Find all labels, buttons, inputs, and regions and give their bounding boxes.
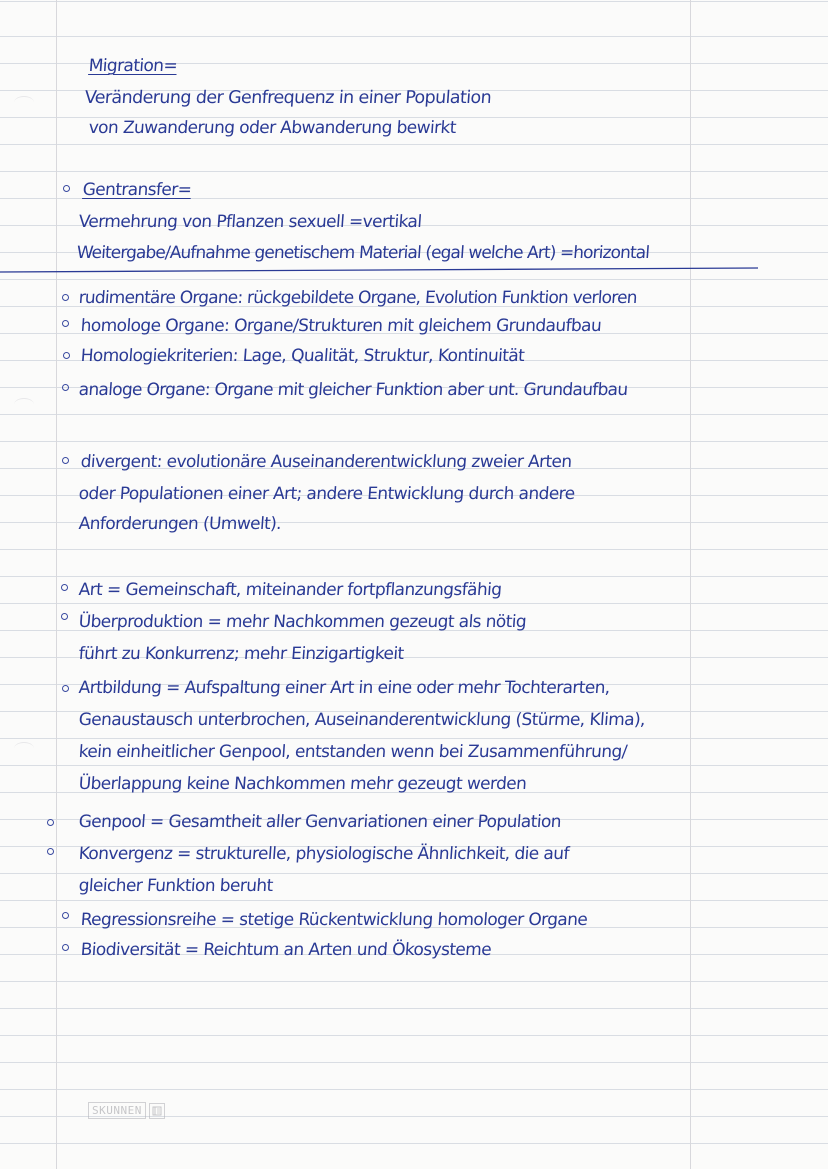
migration-heading: Migration= (88, 56, 178, 76)
note-line: oder Populationen einer Art; andere Entwicklung durch andere (78, 484, 576, 504)
bullet-point (62, 685, 69, 692)
brand-text: SKUNNEN (88, 1102, 146, 1119)
bullet-point (61, 613, 68, 620)
note-item: Artbildung = Aufspaltung einer Art in eine oder mehr Tochterarten, (78, 678, 611, 698)
bullet-point (62, 320, 69, 327)
note-item: Überproduktion = mehr Nachkommen gezeugt als nötig (78, 612, 527, 632)
note-item: Konvergenz = strukturelle, physiologische Ähnlichkeit, die auf (78, 844, 570, 864)
punch-hole-shadow (14, 96, 34, 109)
gentransfer-heading: Gentransfer= (82, 180, 192, 200)
note-item: Genpool = Gesamtheit aller Genvariationen einer Population (78, 812, 562, 832)
note-item: homologe Organe: Organe/Strukturen mit gleichem Grundaufbau (80, 316, 602, 336)
migration-line: Veränderung der Genfrequenz in einer Population (84, 88, 492, 108)
bullet-point (63, 185, 70, 192)
note-item: divergent: evolutionäre Auseinanderentwicklung zweier Arten (80, 452, 573, 472)
notebook-brand-logo (88, 1102, 165, 1119)
note-item: Art = Gemeinschaft, miteinander fortpflanzungsfähig (78, 580, 503, 600)
bullet-point (47, 848, 54, 855)
note-line: gleicher Funktion beruht (78, 876, 274, 896)
gentransfer-line: Weitergabe/Aufnahme genetischem Material (egal welche Art) =horizontal (76, 243, 650, 263)
bullet-point (47, 819, 54, 826)
note-item: Homologiekriterien: Lage, Qualität, Struktur, Kontinuität (80, 346, 525, 366)
note-line: kein einheitlicher Genpool, entstanden wenn bei Zusammenführung/ (78, 742, 628, 762)
bullet-point (62, 944, 69, 951)
right-margin-line (690, 0, 691, 1169)
notebook-brand-icon (149, 1103, 165, 1119)
bullet-point (63, 352, 70, 359)
note-line: Überlappung keine Nachkommen mehr gezeugt werden (78, 774, 527, 794)
bullet-point (62, 912, 69, 919)
section-divider-line (0, 266, 760, 276)
punch-hole-shadow (14, 398, 34, 411)
note-line: Anforderungen (Umwelt). (78, 514, 282, 534)
bullet-point (62, 384, 69, 391)
migration-line: von Zuwanderung oder Abwanderung bewirkt (88, 118, 457, 138)
left-margin-line (56, 0, 57, 1169)
bullet-point (61, 584, 68, 591)
note-line: führt zu Konkurrenz; mehr Einzigartigkeit (78, 644, 405, 664)
gentransfer-line: Vermehrung von Pflanzen sexuell =vertikal (78, 212, 423, 232)
note-item: analoge Organe: Organe mit gleicher Funktion aber unt. Grundaufbau (78, 380, 629, 400)
note-item: Regressionsreihe = stetige Rückentwicklung homologer Organe (80, 910, 588, 930)
bullet-point (62, 294, 69, 301)
note-item: Biodiversität = Reichtum an Arten und Ökosysteme (80, 940, 492, 960)
note-line: Genaustausch unterbrochen, Auseinanderentwicklung (Stürme, Klima), (78, 710, 646, 730)
note-item: rudimentäre Organe: rückgebildete Organe, Evolution Funktion verloren (78, 288, 638, 308)
punch-hole-shadow (14, 742, 34, 755)
bullet-point (62, 457, 69, 464)
